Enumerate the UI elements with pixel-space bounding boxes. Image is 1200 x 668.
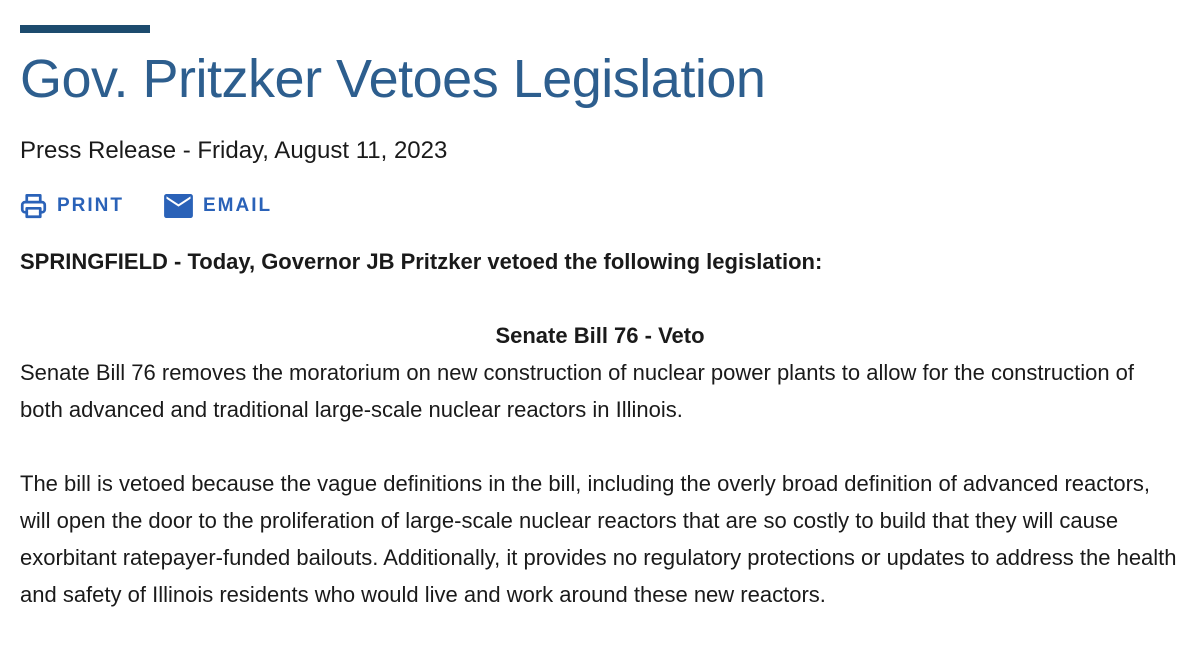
envelope-icon bbox=[164, 194, 193, 218]
accent-bar bbox=[20, 25, 150, 33]
print-label: PRINT bbox=[57, 194, 124, 216]
print-link[interactable] bbox=[20, 192, 124, 219]
body-paragraph: The bill is vetoed because the vague definitions in the bill, including the overly broad definition of advanced reactors, will open the door to the proliferation of large-scale nuclear reactors that are so costly to build that they will cause exorbitant ratepayer-funded bailouts. Additionally, it provides no regulatory protections or updates to address the health and safety of Illinois residents who would live and work around these new reactors. bbox=[20, 471, 1177, 608]
lede-paragraph: SPRINGFIELD - Today, Governor JB Pritzker vetoed the following legislation: bbox=[20, 249, 823, 275]
action-links bbox=[20, 192, 1180, 219]
email-label: EMAIL bbox=[203, 194, 273, 216]
page-title: Gov. Pritzker Vetoes Legislation bbox=[20, 49, 766, 109]
release-date: Press Release - Friday, August 11, 2023 bbox=[20, 137, 448, 165]
printer-icon bbox=[20, 192, 47, 219]
body-paragraph: Senate Bill 76 removes the moratorium on new construction of nuclear power plants to allow for the construction of both advanced and traditional large-scale nuclear reactors in Illinois. bbox=[20, 360, 1135, 423]
bill-section-heading: Senate Bill 76 - Veto bbox=[495, 323, 705, 349]
email-link[interactable] bbox=[164, 194, 272, 218]
press-release-body bbox=[20, 243, 1180, 613]
